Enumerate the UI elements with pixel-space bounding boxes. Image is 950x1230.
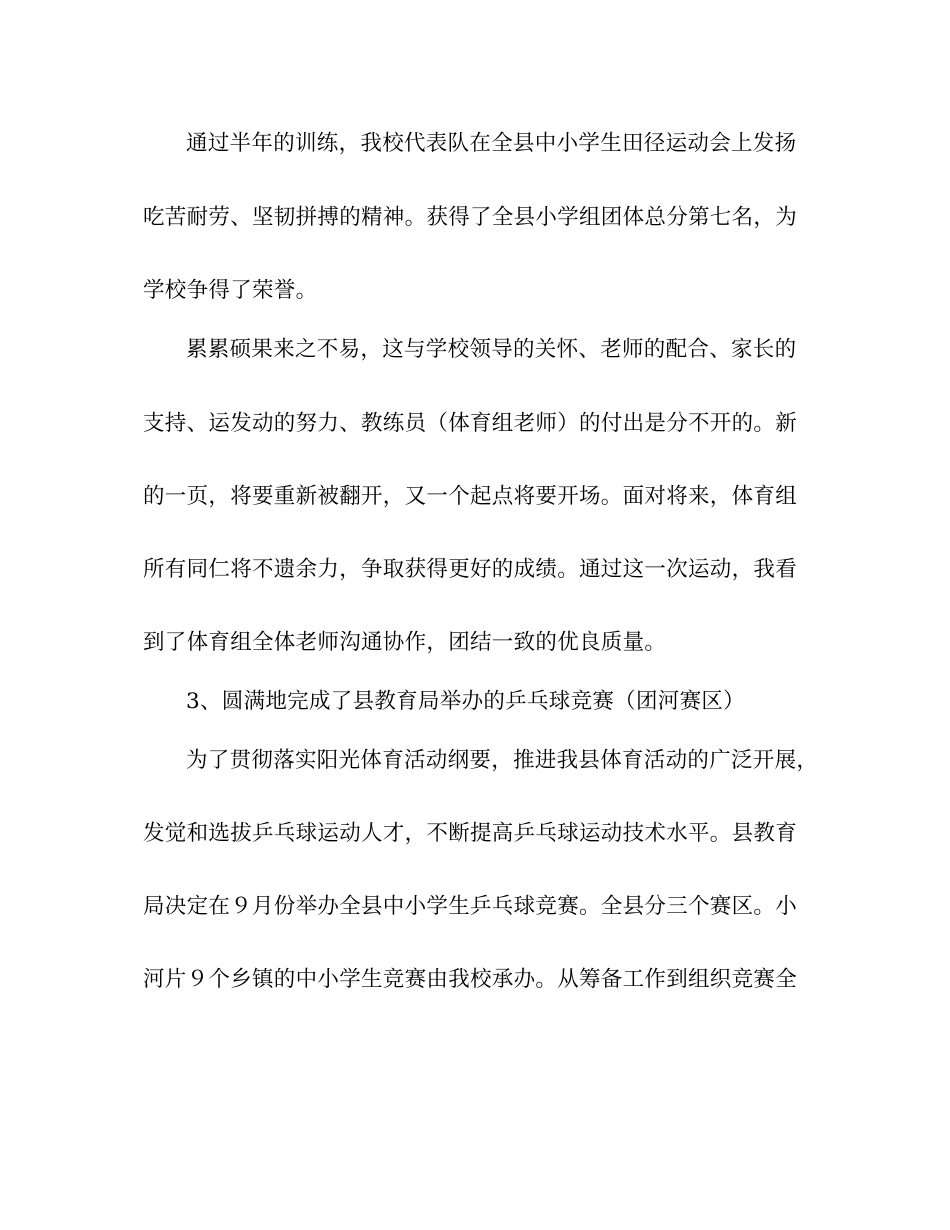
section-heading: 3、圆满地完成了县教育局举办的乒乓球竞赛（团河赛区）	[186, 689, 745, 714]
paragraph-line: 学校争得了荣誉。	[143, 278, 318, 303]
paragraph-line: 通过半年的训练，我校代表队在全县中小学生田径运动会上发扬	[186, 131, 797, 156]
paragraph-line: 局决定在９月份举办全县中小学生乒乓球竞赛。全县分三个赛区。小	[143, 894, 798, 919]
paragraph-line: 吃苦耐劳、坚韧拼搏的精神。获得了全县小学组团体总分第七名，为	[143, 205, 798, 230]
paragraph-line: 河片９个乡镇的中小学生竞赛由我校承办。从筹备工作到组织竞赛全	[143, 967, 798, 992]
paragraph-line: 为了贯彻落实阳光体育活动纲要，推进我县体育活动的广泛开展，	[186, 748, 819, 773]
paragraph-line: 到了体育组全体老师沟通协作，团结一致的优良质量。	[143, 630, 667, 655]
paragraph-line: 的一页，将要重新被翻开，又一个起点将要开场。面对将来，体育组	[143, 484, 798, 509]
paragraph-line: 支持、运发动的努力、教练员（体育组老师）的付出是分不开的。新	[143, 411, 798, 436]
paragraph-line: 发觉和选拔乒乓球运动人才，不断提高乒乓球运动技术水平。县教育	[143, 821, 798, 846]
paragraph-line: 累累硕果来之不易，这与学校领导的关怀、老师的配合、家长的	[186, 337, 797, 362]
paragraph-line: 所有同仁将不遗余力，争取获得更好的成绩。通过这一次运动，我看	[143, 557, 798, 582]
